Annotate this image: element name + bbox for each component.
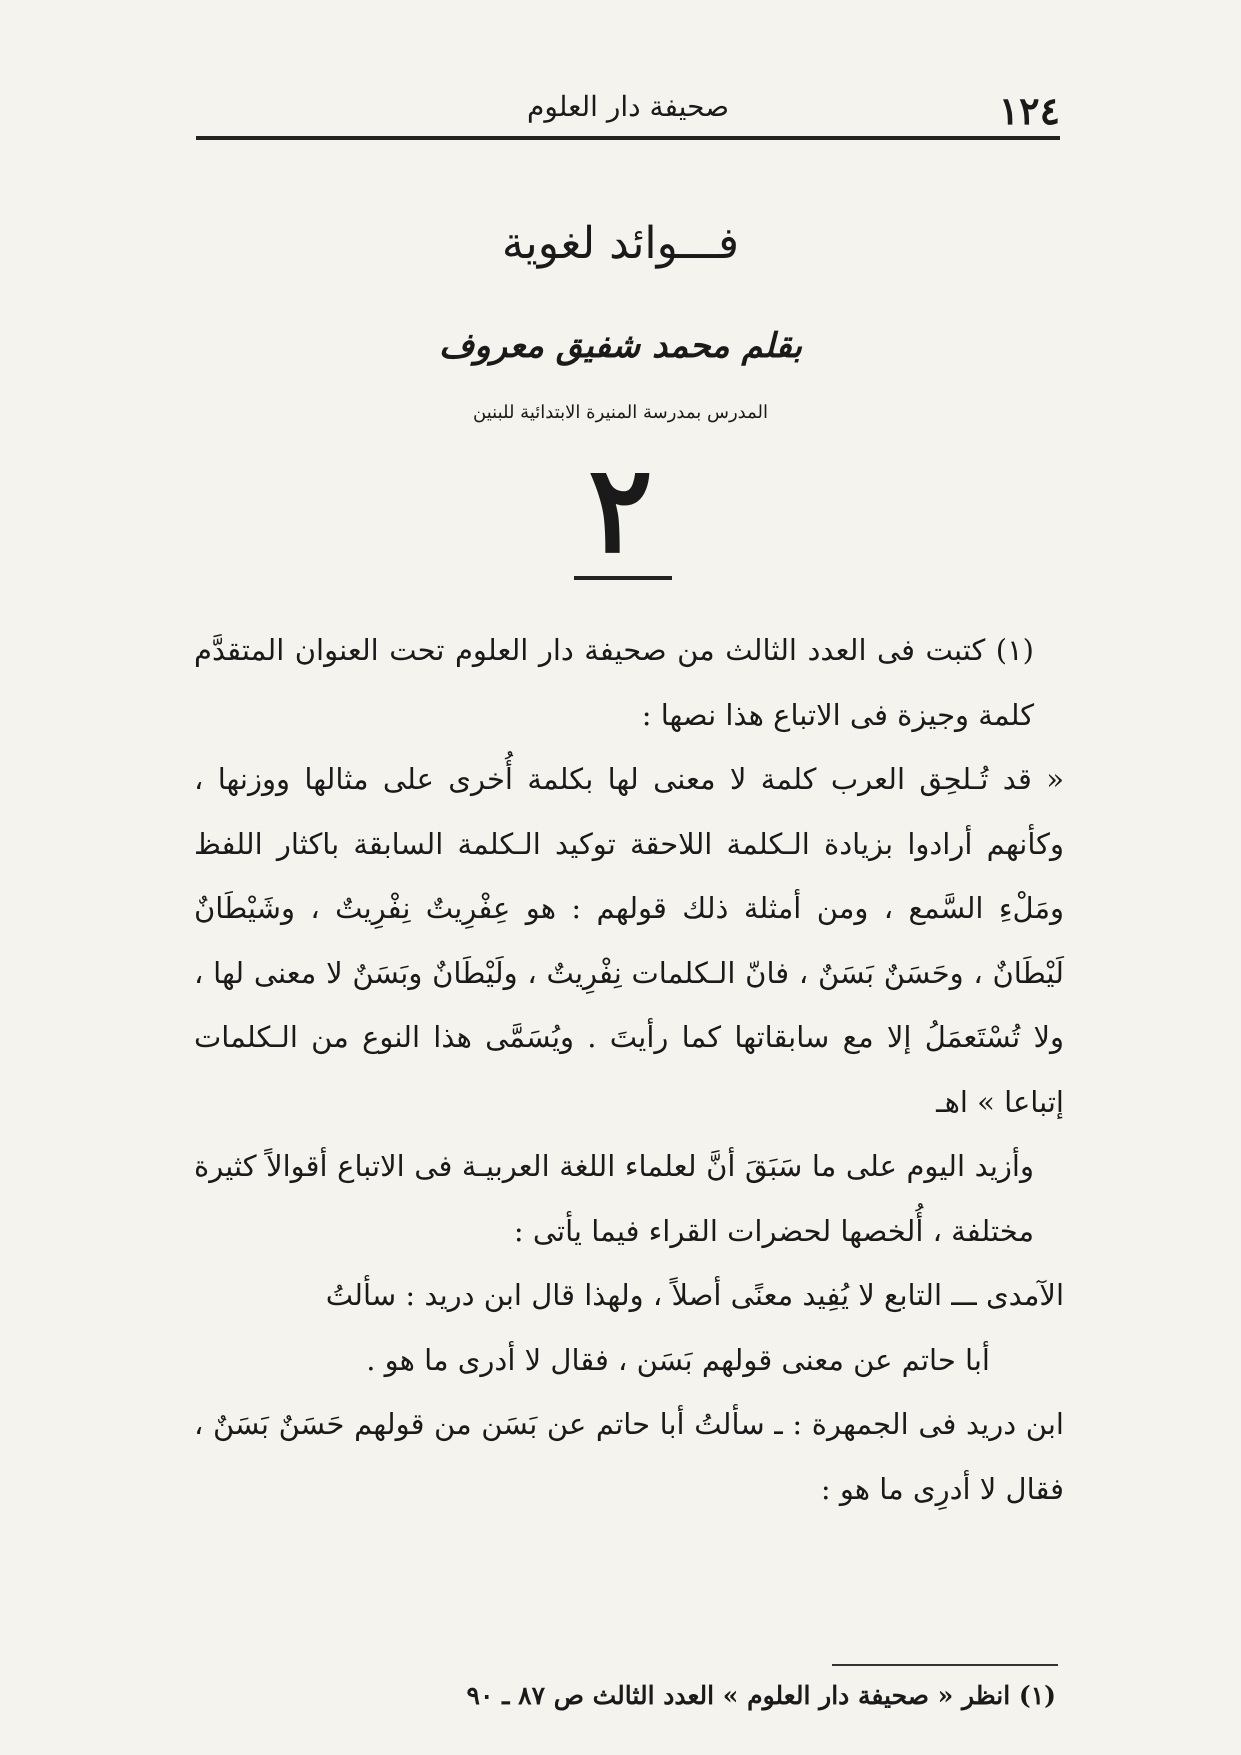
author-affiliation: المدرس بمدرسة المنيرة الابتدائية للبنين (473, 402, 768, 423)
part-rule (574, 576, 672, 580)
part-number: ٢ (588, 439, 653, 580)
paragraph-amidi: الآمدى ـــ التابع لا يُفِيد معنًى أصلاً ، ولهذا قال ابن دريد : سألتُ (325, 1278, 1064, 1312)
paragraph-intro: (١) كتبت فى العدد الثالث من صحيفة دار العلوم تحت العنوان المتقدَّم كلمة وجيزة فى الاتباع هذا نصها : (194, 633, 1034, 732)
header-rule (196, 136, 1060, 140)
paragraph-addition: وأزيد اليوم على ما سَبَقَ أنَّ لعلماء اللغة العربيـة فى الاتباع أقوالاً كثيرة مختلفة ، أُلخصها لحضرات القراء فيما يأتى : (194, 1149, 1034, 1248)
footnote-rule (832, 1664, 1058, 1666)
author-byline: بقلم محمد شفيق معروف (438, 326, 803, 366)
paragraph-jamhara: ابن دريد فى الجمهرة : ـ سألتُ أبا حاتم عن بَسَن من قولهم حَسَنٌ بَسَنٌ ، فقال لا أدرِى ما هو : (194, 1407, 1064, 1506)
page-header (196, 70, 1060, 140)
paragraph-abu-hatim: أبا حاتم عن معنى قولهم بَسَن ، فقال لا أدرى ما هو . (366, 1342, 990, 1377)
article-title: فـــوائد لغوية (501, 218, 740, 269)
article-body (194, 618, 1064, 1521)
page-number: ١٢٤ (998, 88, 1060, 133)
paragraph-quote: « قد تُـلحِق العرب كلمة لا معنى لها بكلمة أُخرى على مثالها ووزنها ، وكأنهم أرادوا بزيادة الـكلمة اللاحقة توكيد الـكلمة السابقة باكثار اللفظ ومَلْءِ السَّمع ، ومن أمثلة ذلك قولهم : هو عِفْرِيتٌ نِفْرِيتٌ ، وشَيْطَانٌ لَيْطَانٌ ، وحَسَنٌ بَسَنٌ ، فانّ الـكلمات نِفْرِيتٌ ، ولَيْطَانٌ وبَسَنٌ لا معنى لها ، ولا تُسْتَعمَلُ إلا مع سابقاتها كما رأيتَ . ويُسَمَّى هذا النوع من الـكلمات إتباعا » اهـ (194, 762, 1064, 1119)
footnote: (١) انظر « صحيفة دار العلوم » العدد الثالث ص ٨٧ ـ ٩٠ (466, 1681, 1056, 1710)
running-title: صحيفة دار العلوم (527, 90, 729, 123)
